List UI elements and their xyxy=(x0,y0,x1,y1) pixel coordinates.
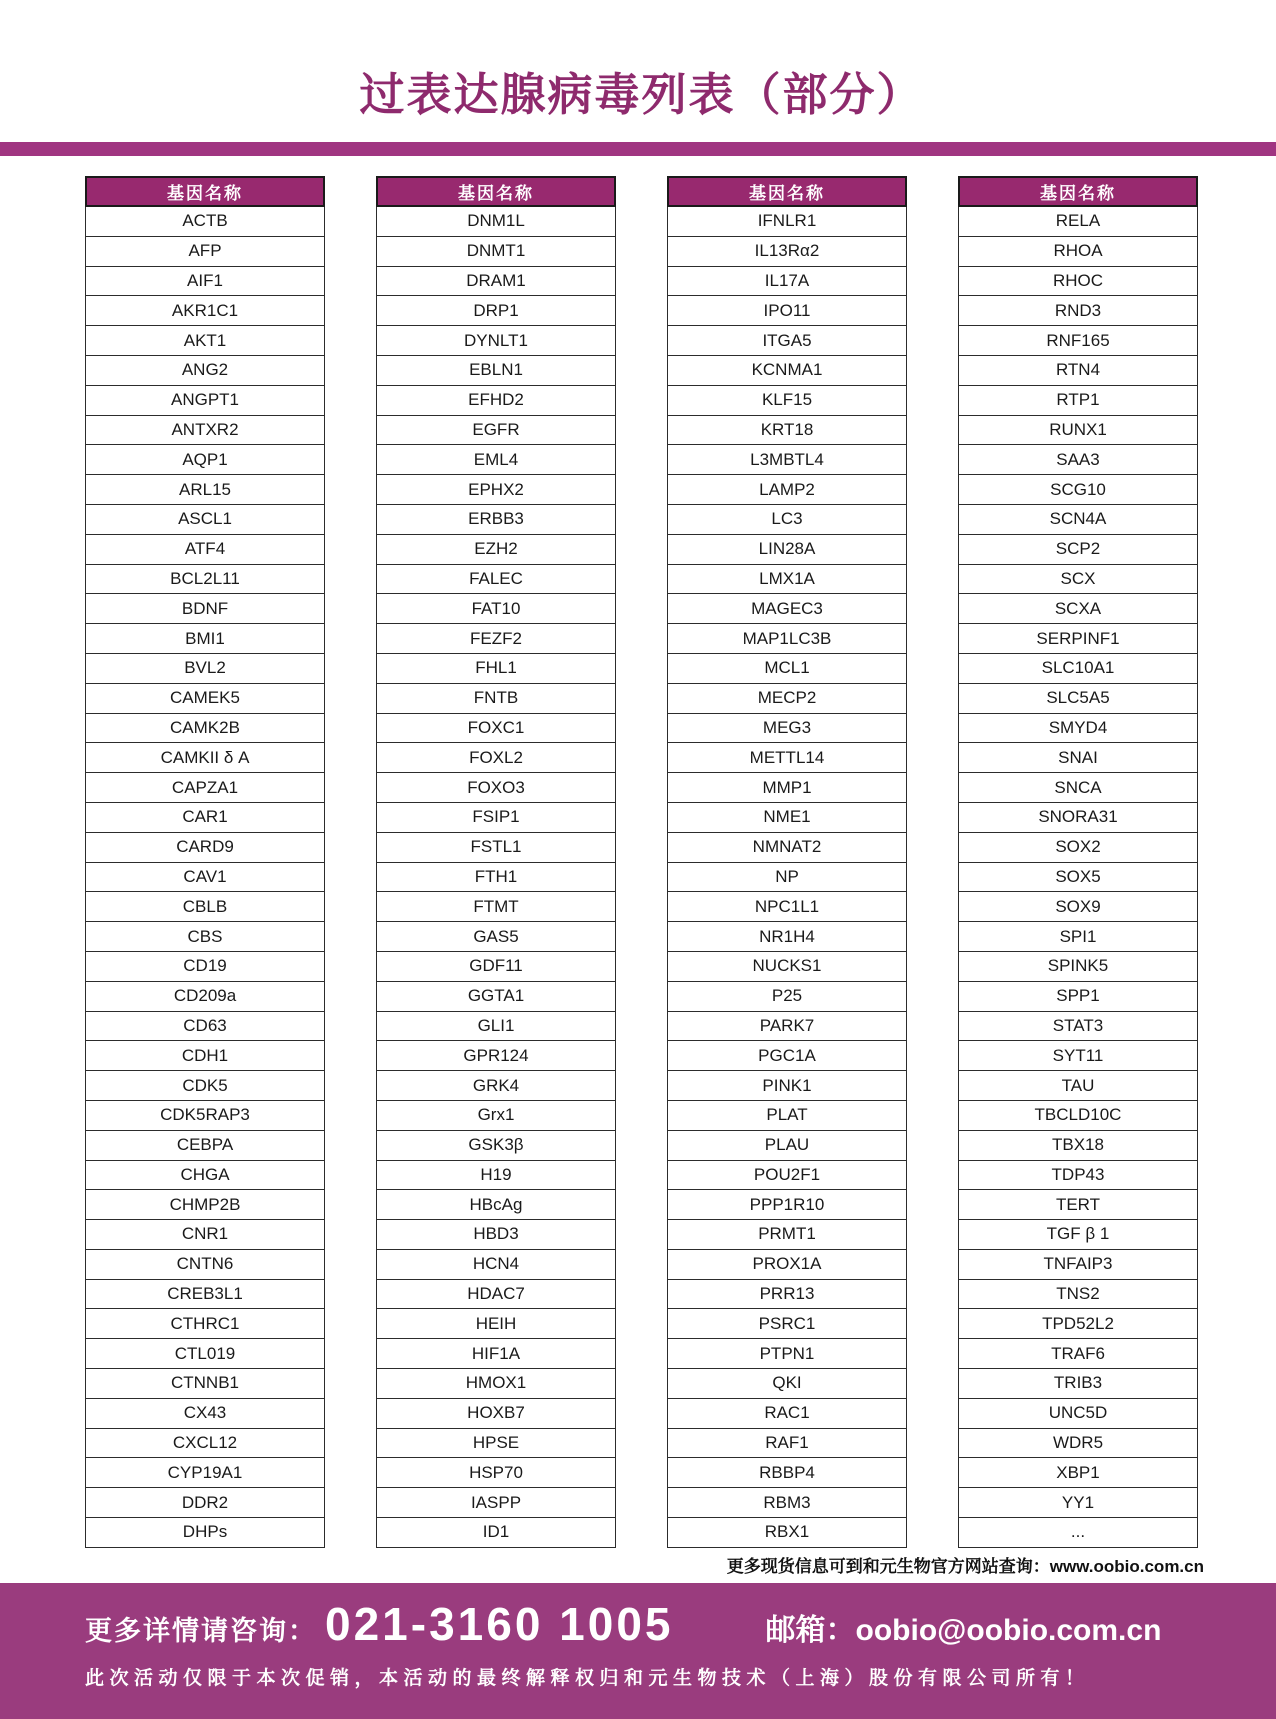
gene-cell: CNR1 xyxy=(85,1220,325,1250)
gene-cell: MECP2 xyxy=(667,684,907,714)
gene-cell: KLF15 xyxy=(667,386,907,416)
gene-cell: ID1 xyxy=(376,1518,616,1548)
gene-cell: KCNMA1 xyxy=(667,356,907,386)
gene-cell: GAS5 xyxy=(376,922,616,952)
gene-cell: TAU xyxy=(958,1071,1198,1101)
gene-cell: XBP1 xyxy=(958,1458,1198,1488)
gene-cell: EML4 xyxy=(376,445,616,475)
gene-cell: RTN4 xyxy=(958,356,1198,386)
gene-cell: MEG3 xyxy=(667,714,907,744)
gene-cell: ITGA5 xyxy=(667,326,907,356)
gene-cell: SNCA xyxy=(958,773,1198,803)
gene-cell: SOX5 xyxy=(958,863,1198,893)
gene-cell: GPR124 xyxy=(376,1041,616,1071)
gene-cell: EZH2 xyxy=(376,535,616,565)
gene-cell: EFHD2 xyxy=(376,386,616,416)
gene-cell: CHGA xyxy=(85,1161,325,1191)
gene-cell: SLC10A1 xyxy=(958,654,1198,684)
gene-cell: TBCLD10C xyxy=(958,1101,1198,1131)
gene-cell: P25 xyxy=(667,982,907,1012)
gene-cell: PINK1 xyxy=(667,1071,907,1101)
gene-column-3 xyxy=(667,176,907,1548)
gene-column-header: 基因名称 xyxy=(667,176,907,207)
gene-cell: CNTN6 xyxy=(85,1250,325,1280)
gene-cell: PARK7 xyxy=(667,1012,907,1042)
gene-cell: GDF11 xyxy=(376,952,616,982)
gene-cell: LAMP2 xyxy=(667,475,907,505)
gene-cell: TGF β 1 xyxy=(958,1220,1198,1250)
gene-cell: PPP1R10 xyxy=(667,1190,907,1220)
gene-cell: SOX9 xyxy=(958,892,1198,922)
gene-cell: HPSE xyxy=(376,1429,616,1459)
gene-cell: STAT3 xyxy=(958,1012,1198,1042)
gene-cell: FALEC xyxy=(376,565,616,595)
gene-cell: FAT10 xyxy=(376,594,616,624)
gene-cell: TNFAIP3 xyxy=(958,1250,1198,1280)
gene-cell: RTP1 xyxy=(958,386,1198,416)
gene-cell: HBD3 xyxy=(376,1220,616,1250)
gene-cell: PRR13 xyxy=(667,1280,907,1310)
gene-cell: CTHRC1 xyxy=(85,1309,325,1339)
gene-cell: RAC1 xyxy=(667,1399,907,1429)
gene-cell: L3MBTL4 xyxy=(667,445,907,475)
email-group xyxy=(766,1605,1162,1649)
gene-cell: HEIH xyxy=(376,1309,616,1339)
gene-cell: NME1 xyxy=(667,803,907,833)
gene-cell: HMOX1 xyxy=(376,1369,616,1399)
gene-cell: CAR1 xyxy=(85,803,325,833)
gene-cell: CDH1 xyxy=(85,1041,325,1071)
gene-cell: HCN4 xyxy=(376,1250,616,1280)
gene-cell: GRK4 xyxy=(376,1071,616,1101)
gene-cell: SNORA31 xyxy=(958,803,1198,833)
gene-cell: GSK3β xyxy=(376,1131,616,1161)
gene-cell: AKT1 xyxy=(85,326,325,356)
gene-cell: SCXA xyxy=(958,594,1198,624)
gene-cell: SOX2 xyxy=(958,833,1198,863)
gene-cell: CXCL12 xyxy=(85,1429,325,1459)
gene-cell: RBM3 xyxy=(667,1488,907,1518)
gene-cell: FHL1 xyxy=(376,654,616,684)
gene-cell: WDR5 xyxy=(958,1429,1198,1459)
gene-cell: CTL019 xyxy=(85,1339,325,1369)
footer-contact-line xyxy=(85,1597,1226,1651)
gene-column-header: 基因名称 xyxy=(958,176,1198,207)
gene-cell: CTNNB1 xyxy=(85,1369,325,1399)
email-address: oobio@oobio.com.cn xyxy=(855,1614,1162,1647)
gene-cell: HDAC7 xyxy=(376,1280,616,1310)
gene-cell: AFP xyxy=(85,237,325,267)
gene-cell: ERBB3 xyxy=(376,505,616,535)
gene-cell: AKR1C1 xyxy=(85,296,325,326)
gene-cell: HOXB7 xyxy=(376,1399,616,1429)
website-note: 更多现货信息可到和元生物官方网站查询：www.oobio.com.cn xyxy=(726,1557,1204,1576)
gene-cell: SNAI xyxy=(958,743,1198,773)
gene-cell: FSTL1 xyxy=(376,833,616,863)
gene-cell: SCX xyxy=(958,565,1198,595)
gene-cell: CEBPA xyxy=(85,1131,325,1161)
gene-cell: QKI xyxy=(667,1369,907,1399)
gene-cell: IPO11 xyxy=(667,296,907,326)
gene-cell: RNF165 xyxy=(958,326,1198,356)
gene-cell: CDK5RAP3 xyxy=(85,1101,325,1131)
gene-cell: Grx1 xyxy=(376,1101,616,1131)
footer-bar xyxy=(0,1583,1276,1719)
gene-cell: CBLB xyxy=(85,892,325,922)
gene-cell: RBBP4 xyxy=(667,1458,907,1488)
gene-cell: MAP1LC3B xyxy=(667,624,907,654)
gene-cell: TRIB3 xyxy=(958,1369,1198,1399)
gene-cell: METTL14 xyxy=(667,743,907,773)
gene-table xyxy=(85,176,1198,1548)
gene-cell: DHPs xyxy=(85,1518,325,1548)
gene-cell: MCL1 xyxy=(667,654,907,684)
gene-cell: POU2F1 xyxy=(667,1161,907,1191)
gene-cell: LC3 xyxy=(667,505,907,535)
gene-cell: CX43 xyxy=(85,1399,325,1429)
gene-cell: NR1H4 xyxy=(667,922,907,952)
gene-cell: UNC5D xyxy=(958,1399,1198,1429)
gene-cell: SLC5A5 xyxy=(958,684,1198,714)
gene-cell: AIF1 xyxy=(85,267,325,297)
gene-cell: IL13Rα2 xyxy=(667,237,907,267)
gene-cell: DYNLT1 xyxy=(376,326,616,356)
gene-cell: CYP19A1 xyxy=(85,1458,325,1488)
gene-cell: GGTA1 xyxy=(376,982,616,1012)
gene-cell: MMP1 xyxy=(667,773,907,803)
gene-cell: ANGPT1 xyxy=(85,386,325,416)
contact-label: 更多详情请咨询： xyxy=(85,1616,317,1646)
gene-cell: SCG10 xyxy=(958,475,1198,505)
gene-cell: HIF1A xyxy=(376,1339,616,1369)
gene-cell: FNTB xyxy=(376,684,616,714)
gene-cell: LMX1A xyxy=(667,565,907,595)
gene-cell: SCN4A xyxy=(958,505,1198,535)
gene-cell: FOXC1 xyxy=(376,714,616,744)
gene-cell: ATF4 xyxy=(85,535,325,565)
gene-cell: IASPP xyxy=(376,1488,616,1518)
gene-cell: PSRC1 xyxy=(667,1309,907,1339)
gene-cell: RHOA xyxy=(958,237,1198,267)
gene-column-2 xyxy=(376,176,616,1548)
gene-cell: BMI1 xyxy=(85,624,325,654)
gene-cell: EPHX2 xyxy=(376,475,616,505)
gene-cell: HSP70 xyxy=(376,1458,616,1488)
gene-column-header: 基因名称 xyxy=(85,176,325,207)
gene-cell: IFNLR1 xyxy=(667,207,907,237)
gene-cell: CAV1 xyxy=(85,863,325,893)
gene-cell: TERT xyxy=(958,1190,1198,1220)
gene-cell: PRMT1 xyxy=(667,1220,907,1250)
gene-cell: NMNAT2 xyxy=(667,833,907,863)
gene-cell: EBLN1 xyxy=(376,356,616,386)
gene-cell: SAA3 xyxy=(958,445,1198,475)
gene-cell: SPI1 xyxy=(958,922,1198,952)
gene-cell: ... xyxy=(958,1518,1198,1548)
gene-cell: DDR2 xyxy=(85,1488,325,1518)
gene-cell: CD209a xyxy=(85,982,325,1012)
gene-cell: CREB3L1 xyxy=(85,1280,325,1310)
gene-cell: CHMP2B xyxy=(85,1190,325,1220)
page-title: 过表达腺病毒列表（部分） xyxy=(359,69,924,120)
gene-cell: NPC1L1 xyxy=(667,892,907,922)
gene-cell: CD19 xyxy=(85,952,325,982)
gene-cell: KRT18 xyxy=(667,416,907,446)
gene-cell: CAPZA1 xyxy=(85,773,325,803)
gene-cell: MAGEC3 xyxy=(667,594,907,624)
gene-cell: CAMEK5 xyxy=(85,684,325,714)
gene-cell: PLAT xyxy=(667,1101,907,1131)
gene-cell: FOXL2 xyxy=(376,743,616,773)
gene-column-1 xyxy=(85,176,325,1548)
disclaimer-text: 此次活动仅限于本次促销，本活动的最终解释权归和元生物技术（上海）股份有限公司所有！ xyxy=(85,1668,1090,1689)
gene-cell: BCL2L11 xyxy=(85,565,325,595)
gene-cell: HBcAg xyxy=(376,1190,616,1220)
gene-cell: ANG2 xyxy=(85,356,325,386)
gene-cell: AQP1 xyxy=(85,445,325,475)
gene-cell: RBX1 xyxy=(667,1518,907,1548)
gene-cell: DNMT1 xyxy=(376,237,616,267)
gene-cell: SMYD4 xyxy=(958,714,1198,744)
gene-cell: CDK5 xyxy=(85,1071,325,1101)
gene-cell: SERPINF1 xyxy=(958,624,1198,654)
gene-cell: FOXO3 xyxy=(376,773,616,803)
gene-cell: CBS xyxy=(85,922,325,952)
gene-cell: BDNF xyxy=(85,594,325,624)
gene-cell: RELA xyxy=(958,207,1198,237)
gene-cell: FEZF2 xyxy=(376,624,616,654)
gene-cell: SYT11 xyxy=(958,1041,1198,1071)
gene-cell: ANTXR2 xyxy=(85,416,325,446)
gene-cell: PTPN1 xyxy=(667,1339,907,1369)
gene-cell: YY1 xyxy=(958,1488,1198,1518)
gene-cell: LIN28A xyxy=(667,535,907,565)
gene-cell: RUNX1 xyxy=(958,416,1198,446)
gene-cell: SCP2 xyxy=(958,535,1198,565)
gene-cell: FSIP1 xyxy=(376,803,616,833)
gene-cell: TDP43 xyxy=(958,1161,1198,1191)
gene-cell: CARD9 xyxy=(85,833,325,863)
gene-cell: ARL15 xyxy=(85,475,325,505)
gene-cell: PLAU xyxy=(667,1131,907,1161)
gene-cell: DRAM1 xyxy=(376,267,616,297)
gene-cell: TBX18 xyxy=(958,1131,1198,1161)
gene-cell: CD63 xyxy=(85,1012,325,1042)
gene-cell: RND3 xyxy=(958,296,1198,326)
gene-cell: SPINK5 xyxy=(958,952,1198,982)
gene-cell: IL17A xyxy=(667,267,907,297)
gene-cell: TPD52L2 xyxy=(958,1309,1198,1339)
gene-cell: NUCKS1 xyxy=(667,952,907,982)
gene-cell: DNM1L xyxy=(376,207,616,237)
gene-cell: RHOC xyxy=(958,267,1198,297)
gene-column-4 xyxy=(958,176,1198,1548)
gene-cell: SPP1 xyxy=(958,982,1198,1012)
gene-cell: PGC1A xyxy=(667,1041,907,1071)
gene-cell: CAMKII δ A xyxy=(85,743,325,773)
email-label: 邮箱： xyxy=(765,1614,856,1647)
gene-cell: ASCL1 xyxy=(85,505,325,535)
gene-cell: TRAF6 xyxy=(958,1339,1198,1369)
gene-cell: BVL2 xyxy=(85,654,325,684)
gene-cell: NP xyxy=(667,863,907,893)
gene-column-header: 基因名称 xyxy=(376,176,616,207)
gene-cell: DRP1 xyxy=(376,296,616,326)
gene-cell: FTH1 xyxy=(376,863,616,893)
gene-cell: ACTB xyxy=(85,207,325,237)
title-divider-bar xyxy=(0,142,1276,156)
gene-cell: EGFR xyxy=(376,416,616,446)
gene-cell: CAMK2B xyxy=(85,714,325,744)
gene-cell: GLI1 xyxy=(376,1012,616,1042)
gene-cell: RAF1 xyxy=(667,1429,907,1459)
gene-cell: PROX1A xyxy=(667,1250,907,1280)
gene-cell: H19 xyxy=(376,1161,616,1191)
gene-cell: FTMT xyxy=(376,892,616,922)
gene-cell: TNS2 xyxy=(958,1280,1198,1310)
phone-number: 021-3160 1005 xyxy=(325,1598,674,1650)
